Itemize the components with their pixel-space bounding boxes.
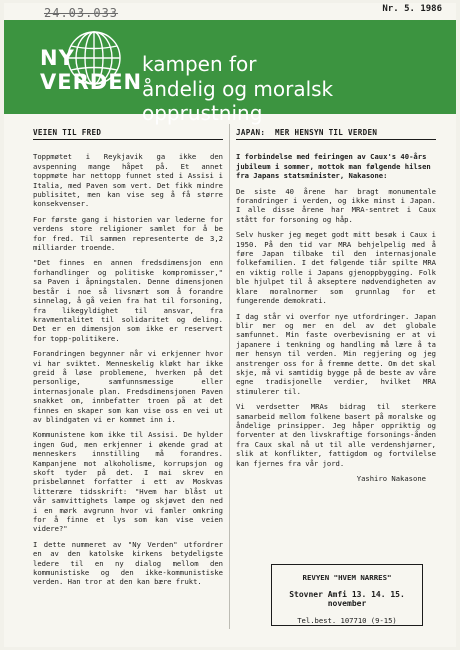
left-article-paragraph: I dette nummeret av "Ny Verden" utfordrer en av den katolske kirkens betydeligste ledere til en ny dialog mellom den kommunistiske og den ikke-kommunistiske verden. Han tror at den kan bære frukt. (33, 539, 223, 587)
event-booking-phone: Tel.best. 107710 (9-15) (297, 616, 397, 625)
left-article-paragraph: For første gang i historien var lederne for verdens store religioner samlet for å be for fred. Til sammen representerte de 3,2 milliarder troende. (33, 214, 223, 253)
tagline-line2: åndelig og moralsk opprustning (142, 77, 334, 125)
left-article-paragraph: Kommunistene kom ikke til Assisi. De hylder ingen Gud, men erkjenner i økende grad at menneskers innstilling må forandres. Kampanjene mot alkoholisme, korrupsjon og skoft tyder på det. I mai skrev en prisbelønnet forfatter i ett av Moskvas litterære tidsskrift: "Hvem har blåst ut vår samvittighets lampe og skjøvet den ned i en mørk avgrunn hvor vi famler omkring for å finne et lys som kan vise veien videre?" (33, 430, 223, 534)
brand-name-line2: VERDEN (40, 70, 143, 94)
brand-name-line1: NY (40, 46, 75, 70)
masthead-banner (4, 20, 456, 125)
left-article (33, 128, 223, 593)
event-venue-dates: Stovner Amfi 13. 14. 15. november (289, 590, 405, 608)
right-article-paragraph: De siste 40 årene har bragt monumentale forandringer i verden, og ikke minst i Japan. I alle disse årene har MRA-sentret i Caux stått for forsoning og håp. (236, 186, 436, 224)
tagline-line1: kampen for (142, 52, 257, 76)
handwritten-archive-code: 24.03.033 (44, 6, 119, 20)
right-article-paragraph: Vi verdsetter MRAs bidrag til sterkere samarbeid mellom folkene basert på moralske og åndelige prinsipper. Jeg håper oppriktig og forventer at den livskraftige forsonings-ånden fra Caux skal nå ut til alle verdenshjørner, slik at konflikter, fattigdom og fortvilelse kan fjernes fra vår jord. (236, 402, 436, 468)
event-title: REVYEN "HVEM NARRES" (302, 573, 392, 582)
article-signature: Yashiro Nakasone (356, 474, 426, 483)
left-article-paragraph: Toppmøtet i Reykjavik ga ikke den avspenning mange håpet på. Et annet toppmøte har nettopp funnet sted i Assisi i Italia, med Paven som vert. Det fikk mindre publisitet, men kan vise seg å få større konsekvenser. (33, 152, 223, 209)
column-divider (229, 124, 230, 629)
right-article-intro: I forbindelse med feiringen av Caux's 40-års jubileum i sommer, mottok man følgende hilsen fra Japans statsminister, Nakasone: (236, 152, 431, 181)
right-article-heading: JAPAN: MER HENSYN TIL VERDEN (236, 128, 436, 140)
left-article-heading: VEIEN TIL FRED (33, 128, 223, 140)
right-article-paragraph: Selv husker jeg meget godt mitt besøk i Caux i 1950. På den tid var MRA behjelpelig med å føre Japan tilbake til den internasjonale folkefamilien. I det følgende tiår spilte MRA en viktig rolle i Japans gjenoppbygging. Folk ble hjulpet til å akseptere nødvendigheten av klare moralnormer som grunnlag for et fungerende demokrati. (236, 230, 436, 306)
right-article (236, 128, 436, 483)
left-article-paragraph: Forandringen begynner når vi erkjenner hvor vi har sviktet. Menneskelig kløkt har ikke greid å løse problemene, hverken på det personlige, samfunnsmessige eller internasjonale plan. Fredsdimensjonen Paven snakket om, innbefatter troen på at det finnes en skaper som kan vise oss en vei ut av blindgaten vi er kommet inn i. (33, 349, 223, 424)
event-notice-box (271, 564, 423, 626)
right-article-paragraph: I dag står vi overfor nye utfordringer. Japan blir mer og mer en del av det globale samfunnet. Min faste overbevisning er at vi japanere i tenkning og handling må lære å ta mer hensyn til verden. Min regjering og jeg anstrenger oss for å fremme dette. Om det skal skje, må vi samtidig bygge på de beste av våre egne tradisjonelle verdier, hvilket MRA stimulerer til. (236, 311, 436, 396)
issue-number: Nr. 5. 1986 (382, 4, 442, 14)
left-article-paragraph: "Det finnes en annen fredsdimensjon enn forhandlinger og politiske kompromisser," sa Paven i åpningstalen. Denne dimensjonen består i noe så livsnært som å forandre sinnelag, å gå veien fra hat til forsoning, fra likegyldighet til ansvar, fra kravmentalitet til solidaritet og deling. Det er en dimensjon som ikke er reservert for topp-politikere. (33, 258, 223, 343)
